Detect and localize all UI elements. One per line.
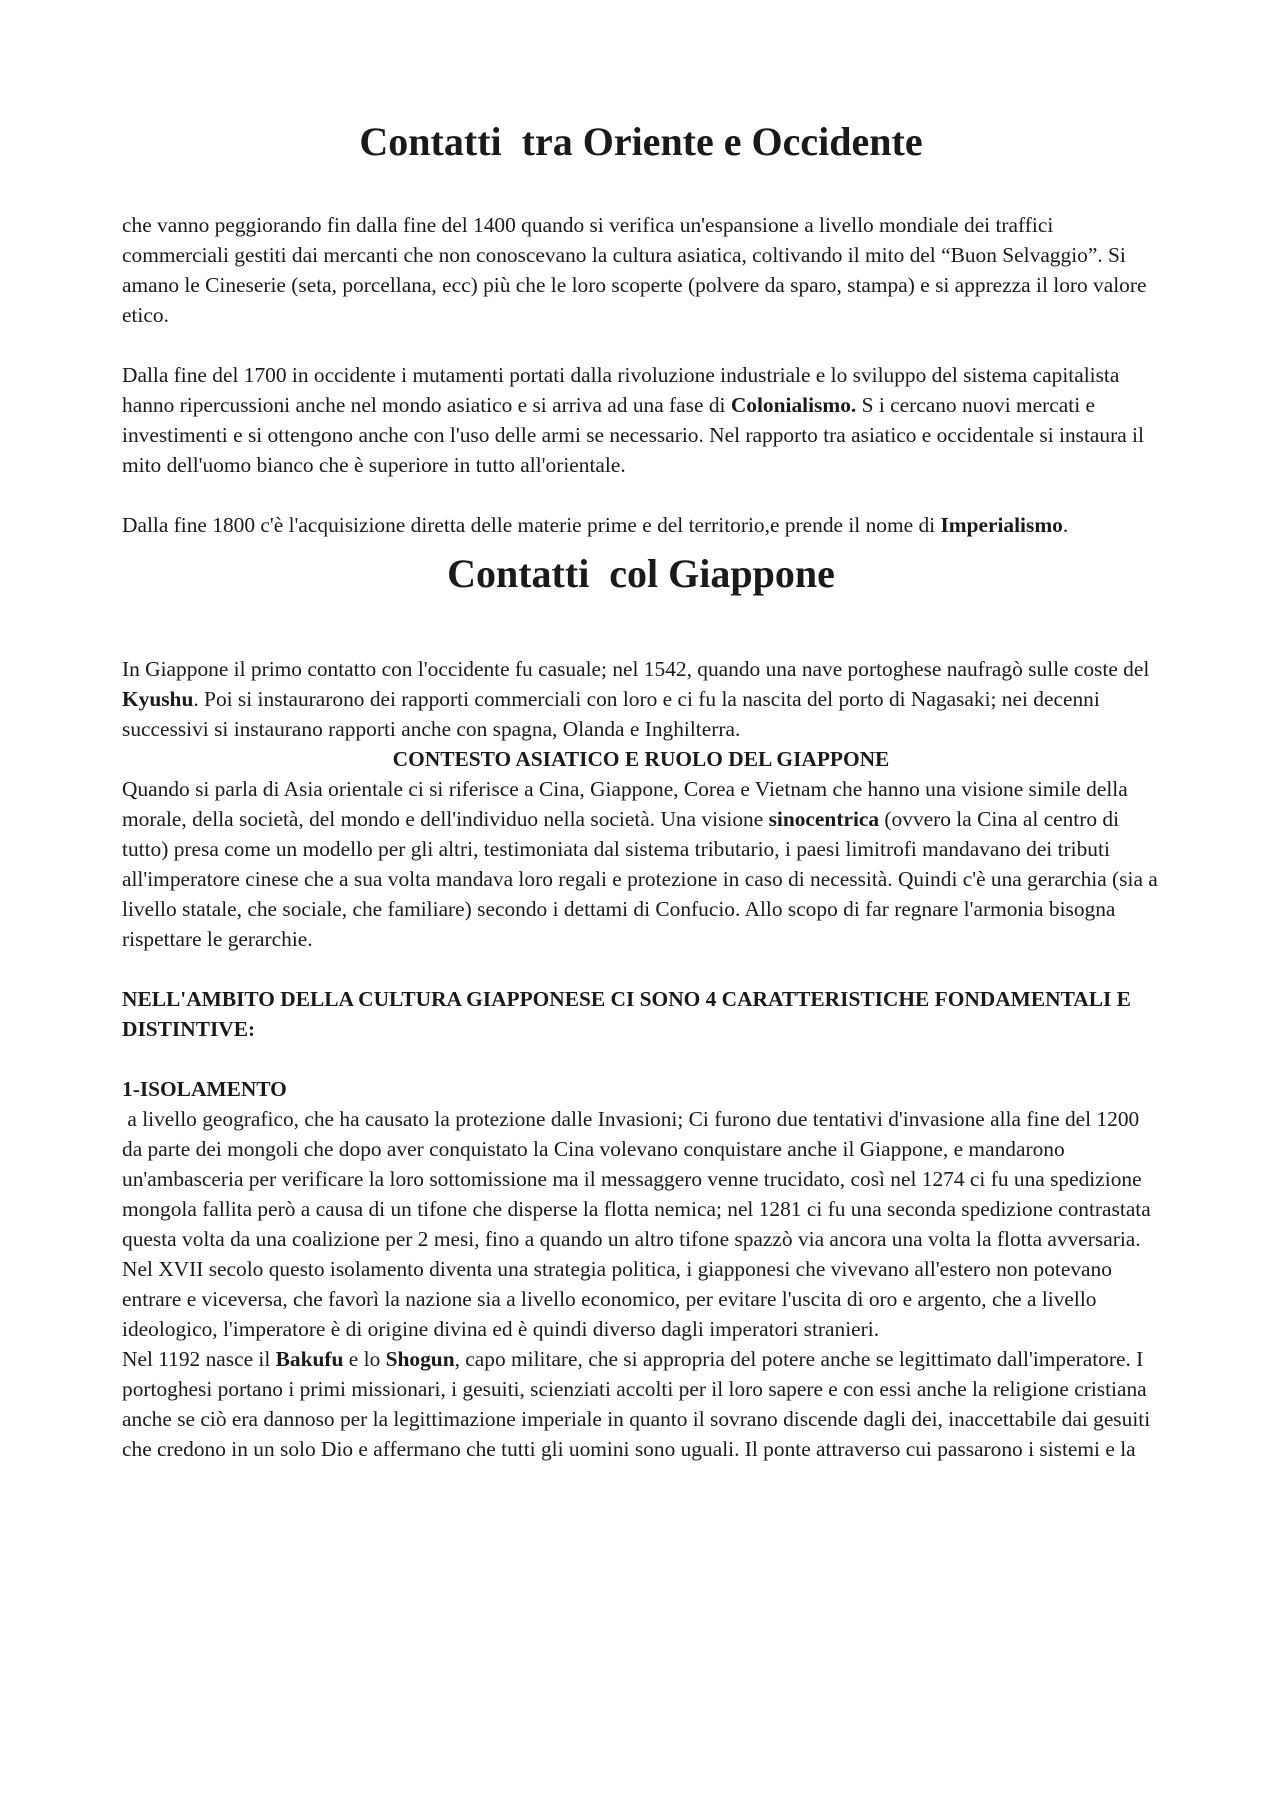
paragraph-bakufu: [122, 1344, 1160, 1464]
paragraph-isolamento: a livello geografico, che ha causato la protezione dalle Invasioni; Ci furono due tentativi d'invasione alla fine del 1200 da parte dei mongoli che dopo aver conquistato la Cina volevano conquistare anche il Giappone, e mandarono un'ambasceria per verificare la loro sottomissione ma il messaggero venne trucidato, così nel 1274 ci fu una spedizione mongola fallita però a causa di un tifone che disperse la flotta nemica; nel 1281 ci fu una seconda spedizione contrastata questa volta da una coalizione per 2 mesi, fino a quando un altro tifone spazzò via ancora una volta la flotta avversaria.: [122, 1107, 1157, 1251]
paragraph-text: . Poi si instaurarono dei rapporti commerciali con loro e ci fu la nascita del porto di Nagasaki; nei decenni successivi si instaurano rapporti anche con spagna, Olanda e Inghilterra.: [122, 687, 1100, 741]
paragraph-text: .: [1062, 513, 1069, 537]
section-title-giappone: Contatti col Giappone: [447, 551, 835, 596]
heading-isolamento: 1-ISOLAMENTO: [122, 1077, 287, 1101]
heading-contesto-asiatico: CONTESTO ASIATICO E RUOLO DEL GIAPPONE: [392, 747, 890, 771]
term-shogun: Shogun: [385, 1347, 455, 1371]
paragraph-text: Quando si parla di Asia orientale ci si riferisce a Cina, Giappone, Corea e Vietnam che hanno una visione simile della morale, della società, del mondo e dell'individuo nella società. Una visione: [122, 777, 1128, 831]
paragraph-text: S i cercano nuovi mercati e investimenti e si ottengono anche con l'uso delle armi se necessario. Nel rapporto tra asiatico e occidentale si instaura il mito dell'uomo bianco che è superiore in tutto all'orientale.: [122, 393, 1144, 477]
paragraph-imperialismo: [122, 510, 1160, 540]
paragraph-text: Dalla fine 1800 c'è l'acquisizione diretta delle materie prime e del territorio,e prende il nome di: [122, 513, 941, 537]
term-kyushu: Kyushu: [122, 687, 194, 711]
page-title: Contatti tra Oriente e Occidente: [359, 119, 923, 164]
paragraph-contesto: [122, 774, 1160, 954]
term-sinocentrica: sinocentrica: [768, 807, 880, 831]
paragraph-text: (ovvero la Cina al centro di tutto) presa come un modello per gli altri, testimoniata dal sistema tributario, i paesi limitrofi mandavano dei tributi all'imperatore cinese che a sua volta mandava loro regali e protezione in caso di necessità. Quindi c'è una gerarchia (sia a livello statale, che sociale, che familiare) secondo i dettami di Confucio. Allo scopo di far regnare l'armonia bisogna rispettare le gerarchie.: [122, 807, 1158, 951]
paragraph-primo-contatto: [122, 654, 1160, 744]
term-bakufu: Bakufu: [275, 1347, 344, 1371]
paragraph-text: Nel 1192 nasce il: [122, 1347, 276, 1371]
heading-caratteristiche: NELL'AMBITO DELLA CULTURA GIAPPONESE CI SONO 4 CARATTERISTICHE FONDAMENTALI E DISTINTIVE:: [122, 987, 1131, 1041]
paragraph-text: In Giappone il primo contatto con l'occidente fu casuale; nel 1542, quando una nave portoghese naufragò sulle coste del: [122, 657, 1150, 681]
paragraph-colonialismo: [122, 360, 1160, 480]
paragraph-text: e lo: [343, 1347, 386, 1371]
term-colonialismo: Colonialismo.: [730, 393, 857, 417]
paragraph-text: Dalla fine del 1700 in occidente i mutamenti portati dalla rivoluzione industriale e lo sviluppo del sistema capitalista hanno ripercussioni anche nel mondo asiatico e si arriva ad una fase di: [122, 363, 1120, 417]
term-imperialismo: Imperialismo: [940, 513, 1063, 537]
paragraph-text: , capo militare, che si appropria del potere anche se legittimato dall'imperatore. I portoghesi portano i primi missionari, i gesuiti, scienziati accolti per il loro sapere e con essi anche la religione cristiana anche se ciò era dannoso per la legittimazione imperiale in quanto il sovrano discende dagli dei, inaccettabile dai gesuiti che credono in un solo Dio e affermano che tutti gli uomini sono uguali. Il ponte attraverso cui passarono i sistemi e la: [122, 1347, 1151, 1461]
paragraph-xvii-secolo: Nel XVII secolo questo isolamento diventa una strategia politica, i giapponesi che vivevano all'estero non potevano entrare e viceversa, che favorì la nazione sia a livello economico, per evitare l'uscita di oro e argento, che a livello ideologico, l'imperatore è di origine divina ed è quindi diverso dagli imperatori stranieri.: [122, 1257, 1112, 1341]
paragraph-intro: che vanno peggiorando fin dalla fine del 1400 quando si verifica un'espansione a livello mondiale dei traffici commerciali gestiti dai mercanti che non conoscevano la cultura asiatica, coltivando il mito del “Buon Selvaggio”. Si amano le Cineserie (seta, porcellana, ecc) più che le loro scoperte (polvere da sparo, stampa) e si apprezza il loro valore etico.: [122, 213, 1147, 327]
